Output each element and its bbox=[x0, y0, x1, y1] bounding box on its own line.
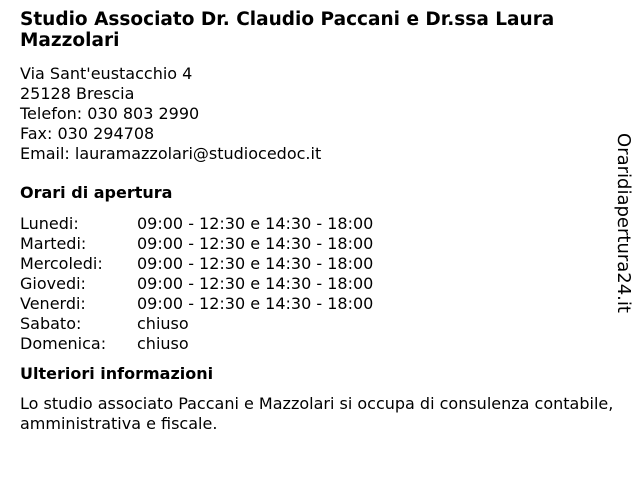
phone-number: Telefon: 030 803 2990 bbox=[20, 104, 200, 123]
street-address: Via Sant'eustacchio 4 bbox=[20, 64, 193, 83]
contact-block bbox=[20, 64, 612, 164]
city-address: 25128 Brescia bbox=[20, 84, 135, 103]
hours-day: Venerdi: bbox=[20, 294, 86, 313]
hours-time: 09:00 - 12:30 e 14:30 - 18:00 bbox=[137, 254, 374, 273]
hours-heading: Orari di apertura bbox=[20, 183, 173, 202]
hours-row-friday bbox=[20, 294, 373, 314]
hours-row-wednesday bbox=[20, 254, 373, 274]
studio-card bbox=[20, 9, 612, 434]
studio-name: Studio Associato Dr. Claudio Paccani e Dr.ssa Laura Mazzolari bbox=[20, 9, 555, 51]
hours-day: Lunedi: bbox=[20, 214, 79, 233]
hours-row-saturday bbox=[20, 314, 373, 334]
fax-number: Fax: 030 294708 bbox=[20, 124, 155, 143]
hours-time: chiuso bbox=[137, 314, 189, 333]
hours-day: Giovedi: bbox=[20, 274, 86, 293]
hours-time: chiuso bbox=[137, 334, 189, 353]
hours-time: 09:00 - 12:30 e 14:30 - 18:00 bbox=[137, 214, 374, 233]
hours-time: 09:00 - 12:30 e 14:30 - 18:00 bbox=[137, 274, 374, 293]
hours-day: Martedi: bbox=[20, 234, 87, 253]
hours-row-sunday bbox=[20, 334, 373, 354]
opening-hours-table bbox=[20, 214, 373, 354]
hours-day: Sabato: bbox=[20, 314, 82, 333]
info-description: Lo studio associato Paccani e Mazzolari si occupa di consulenza contabile, amministrativa e fiscale. bbox=[20, 394, 614, 433]
hours-row-thursday bbox=[20, 274, 373, 294]
email-address: Email: lauramazzolari@studiocedoc.it bbox=[20, 144, 322, 163]
hours-time: 09:00 - 12:30 e 14:30 - 18:00 bbox=[137, 234, 374, 253]
hours-day: Mercoledi: bbox=[20, 254, 103, 273]
hours-row-tuesday bbox=[20, 234, 373, 254]
hours-time: 09:00 - 12:30 e 14:30 - 18:00 bbox=[137, 294, 374, 313]
info-heading: Ulteriori informazioni bbox=[20, 364, 214, 383]
brand-watermark: Oraridiapertura24.it bbox=[613, 133, 634, 313]
hours-day: Domenica: bbox=[20, 334, 107, 353]
hours-row-monday bbox=[20, 214, 373, 234]
